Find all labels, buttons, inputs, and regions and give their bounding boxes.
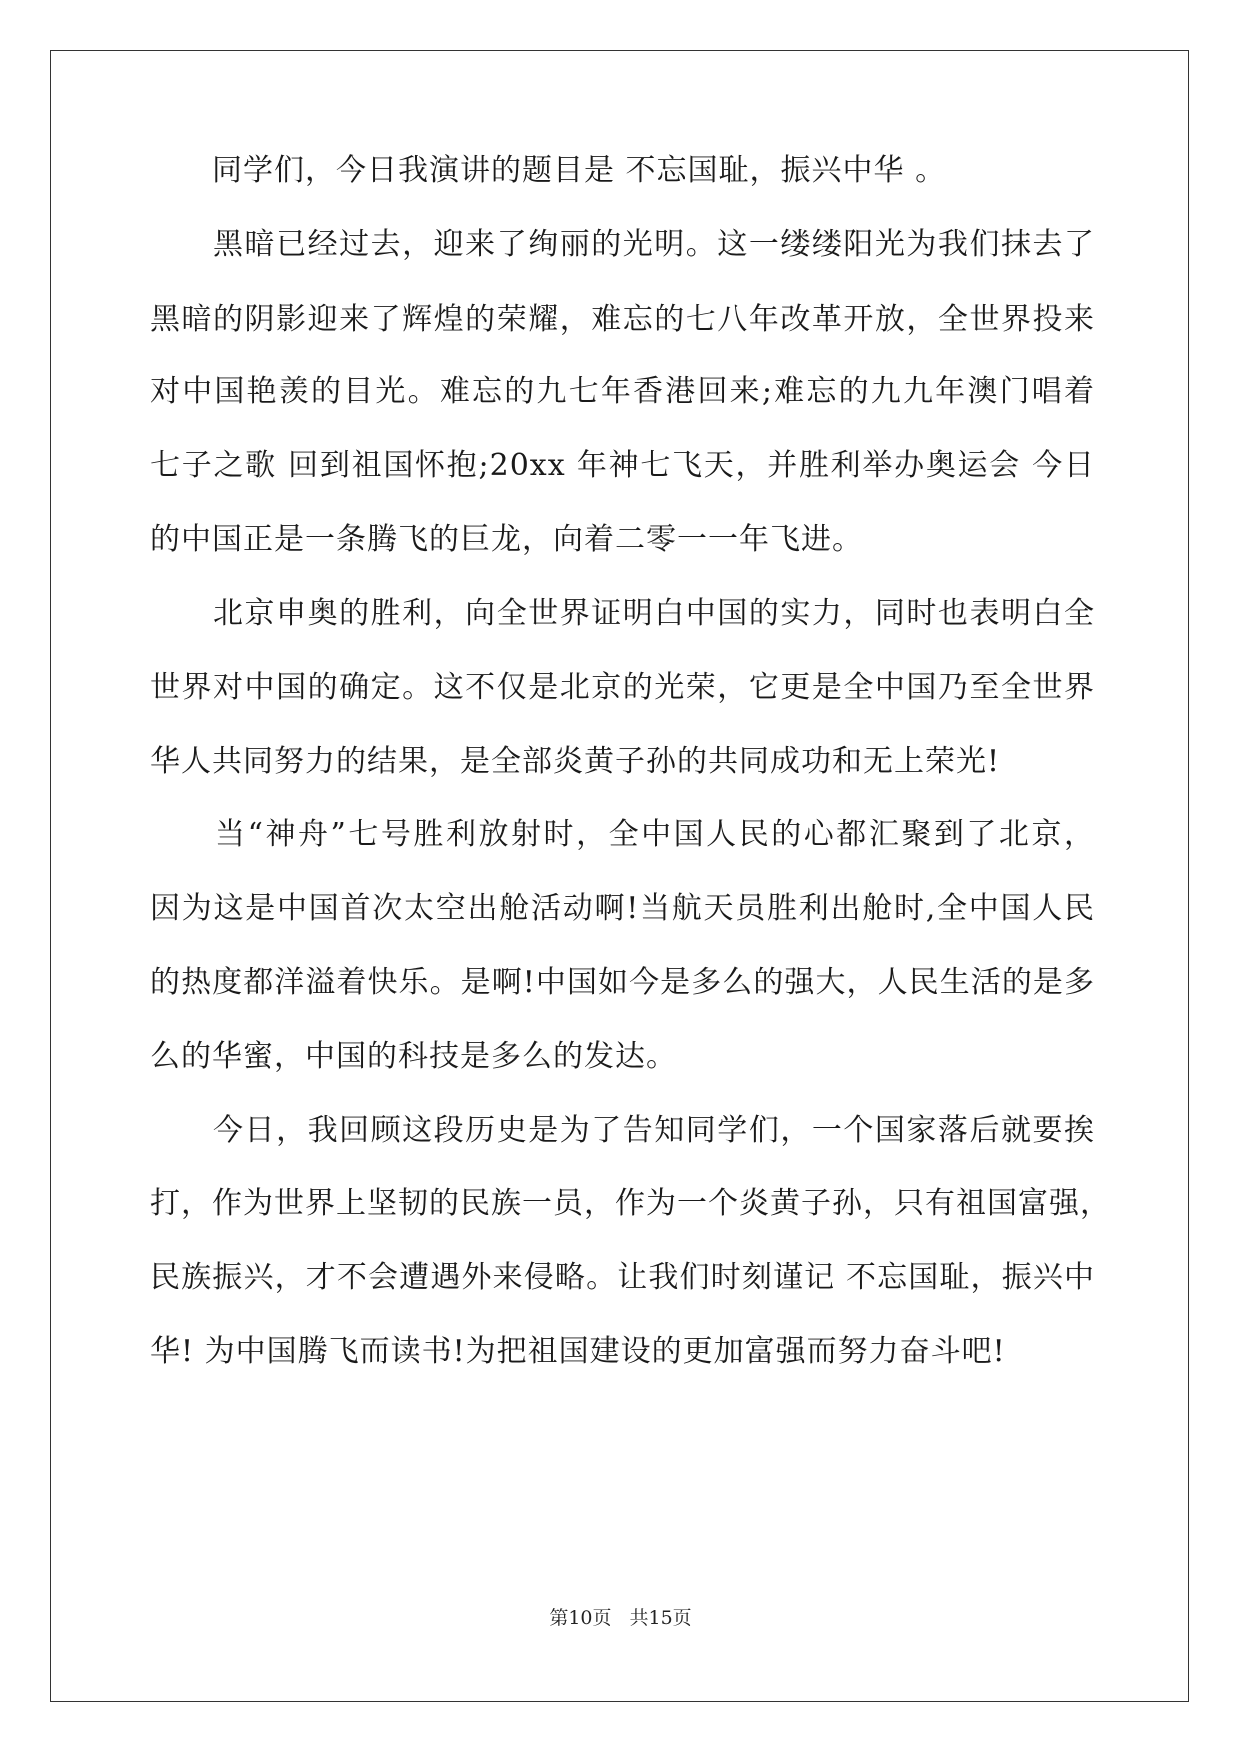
paragraph-4-line-1: 当“神舟”七号胜利放射时，全中国人民的心都汇聚到了北京， xyxy=(150,817,1095,852)
paragraph-3-line-3: 华人共同努力的结果，是全部炎黄子孙的共同成功和无上荣光! xyxy=(150,744,1001,779)
paragraph-5-line-3: 民族振兴，才不会遭遇外来侵略。让我们时刻谨记 不忘国耻，振兴中 xyxy=(150,1260,1095,1295)
paragraph-2-line-1: 黑暗已经过去，迎来了绚丽的光明。这一缕缕阳光为我们抹去了 xyxy=(150,227,1095,262)
paragraph-3-line-2: 世界对中国的确定。这不仅是北京的光荣，它更是全中国乃至全世界 xyxy=(150,670,1095,705)
page-total: 共15页 xyxy=(629,1607,692,1629)
page-footer xyxy=(0,1606,1241,1630)
paragraph-5-line-4: 华! 为中国腾飞而读书!为把祖国建设的更加富强而努力奋斗吧! xyxy=(150,1334,1006,1369)
paragraph-4-line-4: 么的华蜜，中国的科技是多么的发达。 xyxy=(150,1039,677,1074)
paragraph-4-line-3: 的热度都洋溢着快乐。是啊!中国如今是多么的强大，人民生活的是多 xyxy=(150,965,1095,1000)
paragraph-5-line-2: 打，作为世界上坚韧的民族一员，作为一个炎黄子孙，只有祖国富强， xyxy=(150,1186,1111,1221)
paragraph-2-line-3: 对中国艳羡的目光。难忘的九七年香港回来;难忘的九九年澳门唱着 xyxy=(150,374,1095,409)
page-border xyxy=(50,50,1189,1702)
paragraph-4-line-2: 因为这是中国首次太空出舱活动啊!当航天员胜利出舱时,全中国人民 xyxy=(150,891,1095,926)
paragraph-3-line-1: 北京申奥的胜利，向全世界证明白中国的实力，同时也表明白全 xyxy=(150,596,1095,631)
paragraph-2-line-5: 的中国正是一条腾飞的巨龙，向着二零一一年飞进。 xyxy=(150,522,863,557)
paragraph-5-line-1: 今日，我回顾这段历史是为了告知同学们，一个国家落后就要挨 xyxy=(150,1113,1095,1148)
page-number: 第10页 xyxy=(549,1607,612,1629)
paragraph-2-line-2: 黑暗的阴影迎来了辉煌的荣耀，难忘的七八年改革开放，全世界投来 xyxy=(150,302,1095,337)
paragraph-2-line-4: 七子之歌 回到祖国怀抱;20xx 年神七飞天，并胜利举办奥运会 今日 xyxy=(150,448,1095,483)
paragraph-1-line-1: 同学们，今日我演讲的题目是 不忘国耻，振兴中华 。 xyxy=(150,153,947,188)
